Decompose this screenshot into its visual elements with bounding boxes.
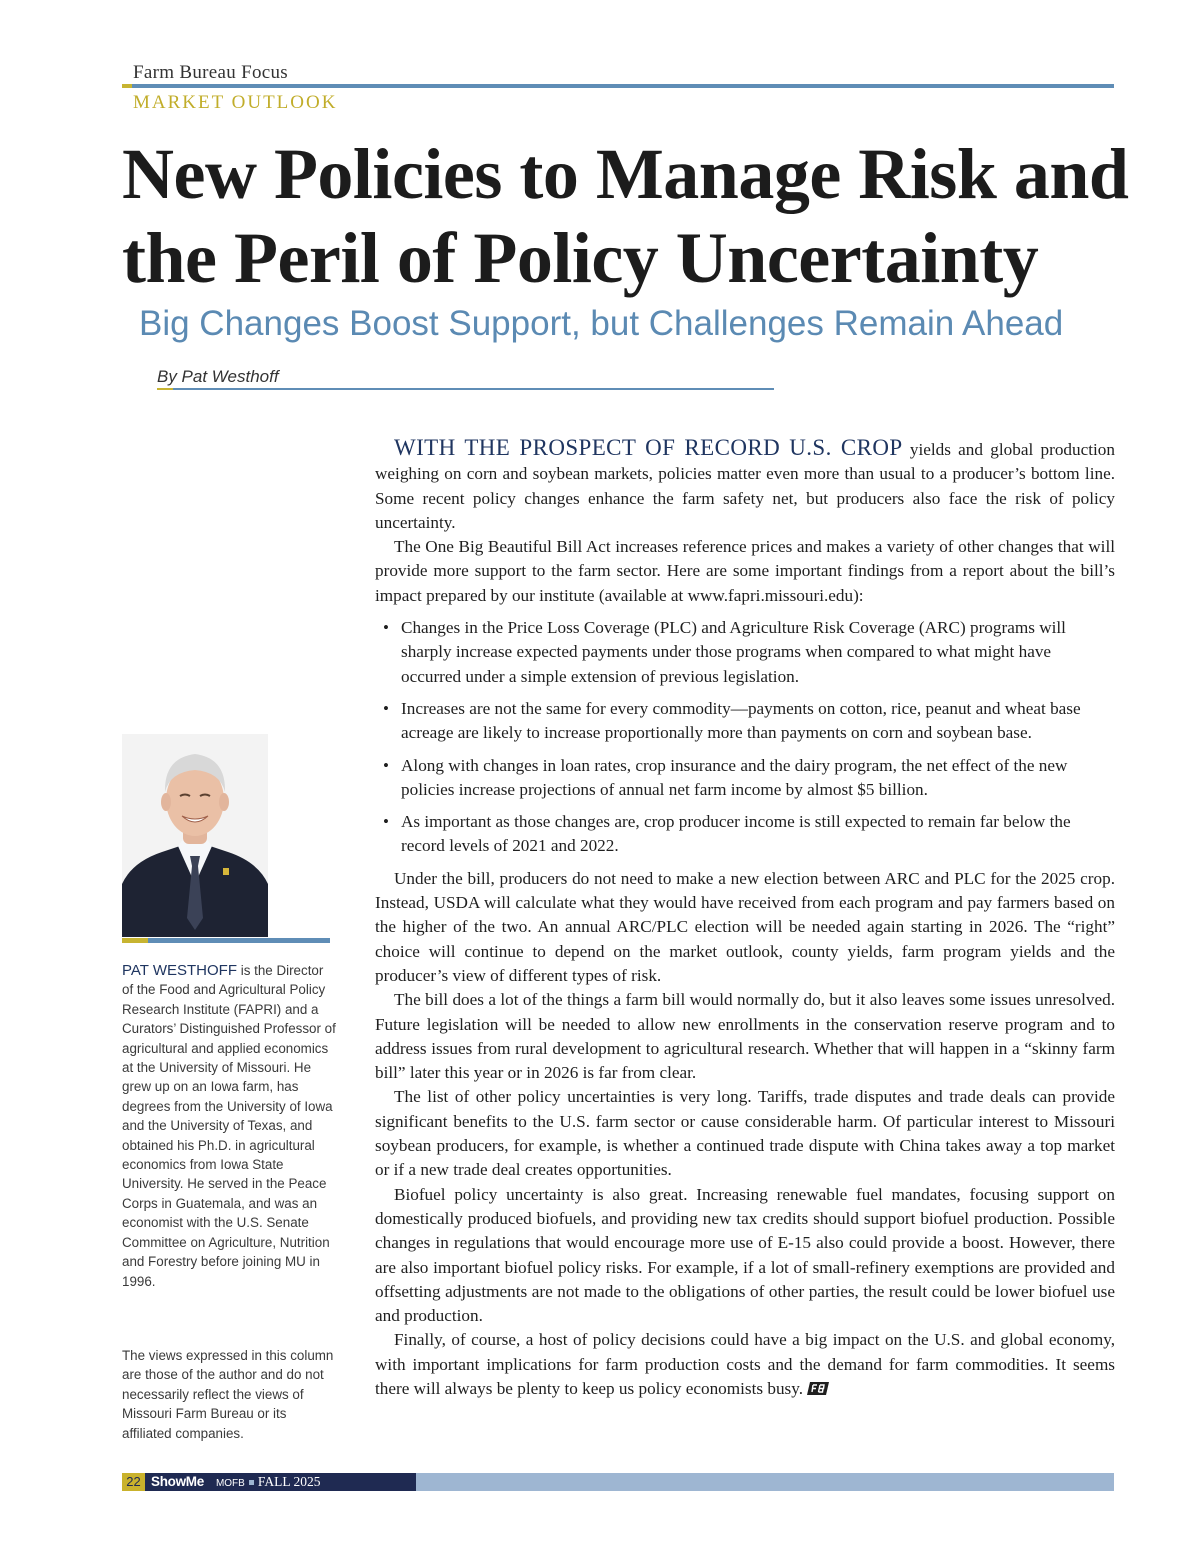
paragraph-6: Biofuel policy uncertainty is also great. Increasing renewable fuel mandates, focusing support on domestically produced biofuels, and providing new tax credits should support biofuel production. Possible changes in regulations that would encourage more use of E-15 also could provide a boost. However, there are also important biofuel policy risks. For example, if a lot of small-refinery exemptions are provided and offsetting adjustments are not made to the obligations of other parties, the result could be lower biofuel use and production. (375, 1184, 1115, 1326)
lead-caps: WITH THE PROSPECT OF RECORD U.S. CROP (394, 435, 903, 460)
bio-rule-accent (122, 938, 148, 943)
findings-list (375, 616, 1115, 859)
paragraph-7 (375, 1328, 1115, 1401)
lead-text: yields and global production weighing on corn and soybean markets, policies matter even more than usual to a producer’s bottom line. Some recent policy changes enhance the farm safety net, but producers also face the risk of policy uncertainty. (375, 440, 1115, 532)
section-kicker: MARKET OUTLOOK (133, 92, 338, 113)
author-photo (122, 734, 268, 937)
findings-list-item: • As important as those changes are, crop producer income is still expected to remain far below the record levels of 2021 and 2022. (375, 810, 1115, 859)
farm-bureau-logo-icon (807, 1382, 829, 1395)
paragraph-5: The list of other policy uncertainties is very long. Tariffs, trade disputes and trade deals can provide significant benefits to the U.S. farm sector or cause considerable harm. Of particular interest to Missouri soybean producers, for example, is whether a continued trade dispute with China takes away a top market or if a new trade deal creates opportunities. (375, 1087, 1115, 1180)
magazine-name: ShowMe (151, 1474, 204, 1489)
article-subtitle: Big Changes Boost Support, but Challenges Remain Ahead (139, 304, 1064, 343)
footer-masthead (151, 1473, 320, 1491)
findings-list-item: • Increases are not the same for every commodity—payments on cotton, rice, peanut and wheat base acreage are likely to increase proportionally more than payments on corn and soybean base. (375, 697, 1115, 746)
author-name: PAT WESTHOFF (122, 962, 237, 979)
org-name: MOFB (215, 1478, 245, 1489)
square-divider-icon (249, 1480, 254, 1485)
paragraph-7-text: Finally, of course, a host of policy decisions could have a big impact on the U.S. and global economy, with important implications for farm production costs and the demand for farm commodities. It seems there will always be plenty to keep us policy economists busy. (375, 1330, 1115, 1398)
byline-rule (157, 388, 774, 390)
header-rule-accent (122, 84, 132, 88)
findings-list-item: • Changes in the Price Loss Coverage (PLC) and Agriculture Risk Coverage (ARC) programs will sharply increase expected payments under those programs when compared to what might have occurred under a simple extension of previous legislation. (375, 616, 1115, 689)
paragraph-2: The One Big Beautiful Bill Act increases reference prices and makes a variety of other changes that will provide more support to the farm sector. Here are some important findings from a report about the bill’s impact prepared by our institute (available at www.fapri.missouri.edu): (375, 537, 1115, 605)
header-rule (122, 84, 1114, 88)
byline-rule-accent (157, 388, 173, 390)
author-portrait-illustration (122, 734, 268, 937)
article-title (122, 132, 1129, 300)
author-disclaimer: The views expressed in this column are those of the author and do not necessarily reflect the views of Missouri Farm Bureau or its affiliated companies. (122, 1348, 334, 1441)
article-body (375, 436, 1115, 1401)
section-label: Farm Bureau Focus (133, 62, 288, 83)
paragraph-4: The bill does a lot of the things a farm bill would normally do, but it also leaves some issues unresolved. Future legislation will be needed to allow new enrollments in the conservation reserve program and to address issues from rural development to agricultural research. Whether that will happen in a “skinny farm bill” later this year or in 2026 is far from clear. (375, 990, 1115, 1083)
article-title-line-2: the Peril of Policy Uncertainty (122, 218, 1039, 298)
author-bio-text: is the Director of the Food and Agricultural Policy Research Institute (FAPRI) and a Curators’ Distinguished Professor of agricultural and applied economics at the University of Missouri. He grew up on an Iowa farm, has degrees from the University of Iowa and the University of Texas, and obtained his Ph.D. in agricultural economics from Iowa State University. He served in the Peace Corps in Guatemala, and was an economist with the U.S. Senate Committee on Agriculture, Nutrition and Forestry before joining MU in 1996. (122, 963, 336, 1289)
bio-rule (122, 938, 330, 943)
page-number: 22 (122, 1473, 145, 1491)
paragraph-3: Under the bill, producers do not need to make a new election between ARC and PLC for the 2025 crop. Instead, USDA will calculate what they would have received from each program and pay farmers based on the higher of the two. An annual ARC/PLC election will be needed again starting in 2026. The “right” choice will continue to depend on the market outlook, county yields, farm program yields and the producer’s view of different types of risk. (375, 868, 1115, 985)
byline: By Pat Westhoff (157, 367, 279, 386)
findings-list-item: • Along with changes in loan rates, crop insurance and the dairy program, the net effect of the new policies increase projections of annual net farm income by almost $5 billion. (375, 754, 1115, 803)
lead-paragraph (375, 436, 1115, 535)
author-bio (122, 961, 338, 1291)
issue-label: FALL 2025 (257, 1474, 321, 1489)
article-title-line-1: New Policies to Manage Risk and (122, 134, 1129, 214)
